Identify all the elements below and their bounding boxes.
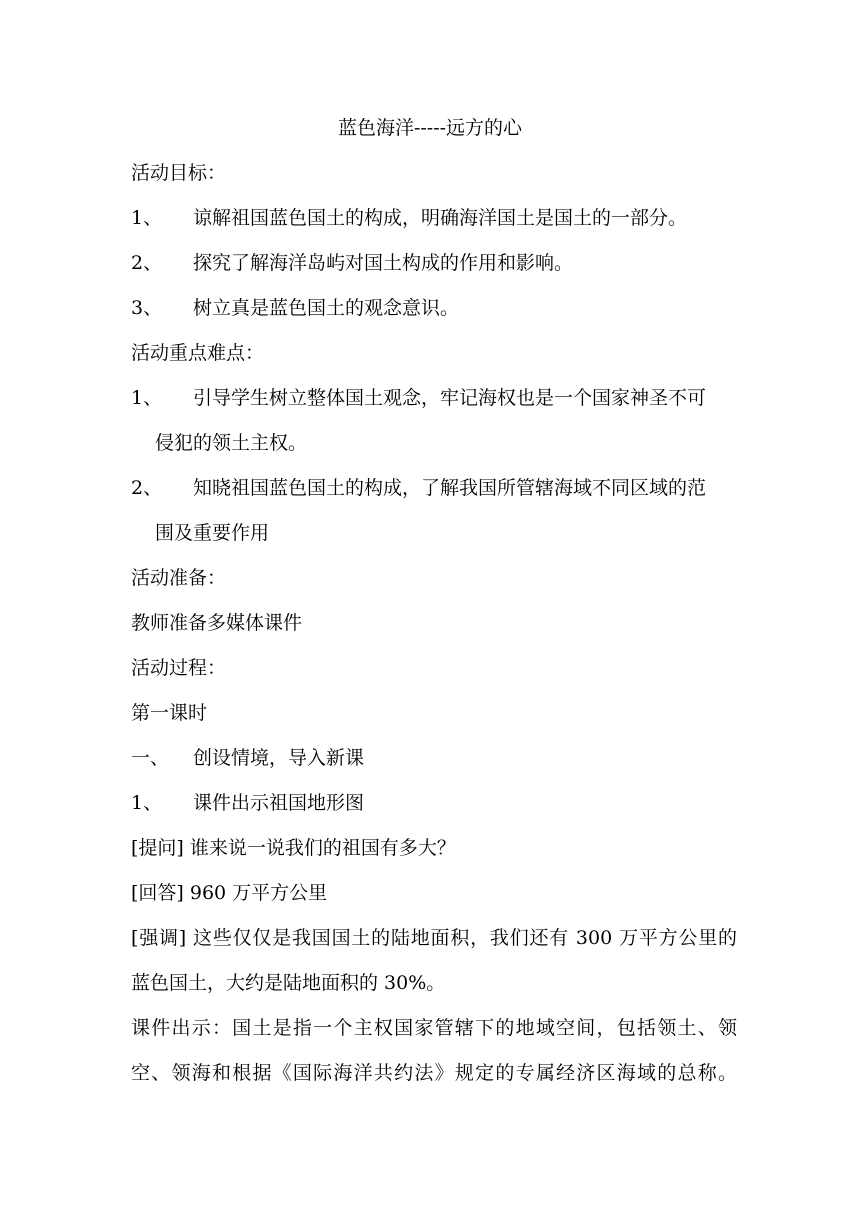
key-point-continuation-1: 侵犯的领土主权。 [155, 432, 308, 454]
section-heading [131, 746, 364, 770]
goal-text: 树立真是蓝色国土的观念意识。 [193, 297, 460, 319]
key-point-number: 2、 [131, 477, 163, 499]
goal-item-3 [131, 296, 459, 320]
key-point-text: 知晓祖国蓝色国土的构成，了解我国所管辖海域不同区域的范 [193, 477, 707, 499]
step-item [131, 791, 364, 815]
lesson-label: 第一课时 [131, 702, 208, 724]
prep-text: 教师准备多媒体课件 [131, 612, 303, 634]
section-number: 一、 [131, 747, 170, 769]
key-point-text: 引导学生树立整体国土观念，牢记海权也是一个国家神圣不可 [193, 387, 707, 409]
key-points-heading: 活动重点难点： [131, 342, 265, 364]
courseware-line-2: 空、领海和根据《国际海洋共约法》规定的专属经济区海域的总称。 [131, 1062, 737, 1084]
courseware-line-1: 课件出示：国土是指一个主权国家管辖下的地域空间，包括领土、领 [131, 1017, 737, 1039]
prep-heading: 活动准备： [131, 567, 227, 589]
section-text: 创设情境，导入新课 [193, 747, 365, 769]
goal-text: 谅解祖国蓝色国土的构成，明确海洋国土是国土的一部分。 [193, 207, 688, 229]
step-text: 课件出示祖国地形图 [193, 792, 365, 814]
document-title: 蓝色海洋-----远方的心 [337, 117, 523, 139]
goal-item-1 [131, 206, 687, 230]
answer-line: [回答] 960 万平方公里 [131, 882, 328, 904]
goals-heading: 活动目标： [131, 162, 227, 184]
step-number: 1、 [131, 792, 163, 814]
key-point-number: 1、 [131, 387, 163, 409]
emphasis-line-2: 蓝色国土，大约是陆地面积的 30%。 [131, 972, 446, 994]
key-point-item-1 [131, 386, 706, 410]
goal-number: 1、 [131, 207, 163, 229]
goal-item-2 [131, 251, 573, 275]
key-point-item-2 [131, 476, 706, 500]
key-point-continuation-2: 围及重要作用 [155, 522, 270, 544]
goal-number: 2、 [131, 252, 163, 274]
emphasis-line-1: [强调] 这些仅仅是我国国土的陆地面积，我们还有 300 万平方公里的 [131, 927, 737, 949]
process-heading: 活动过程： [131, 657, 227, 679]
goal-text: 探究了解海洋岛屿对国土构成的作用和影响。 [193, 252, 574, 274]
question-line: [提问] 谁来说一说我们的祖国有多大？ [131, 837, 456, 859]
goal-number: 3、 [131, 297, 163, 319]
